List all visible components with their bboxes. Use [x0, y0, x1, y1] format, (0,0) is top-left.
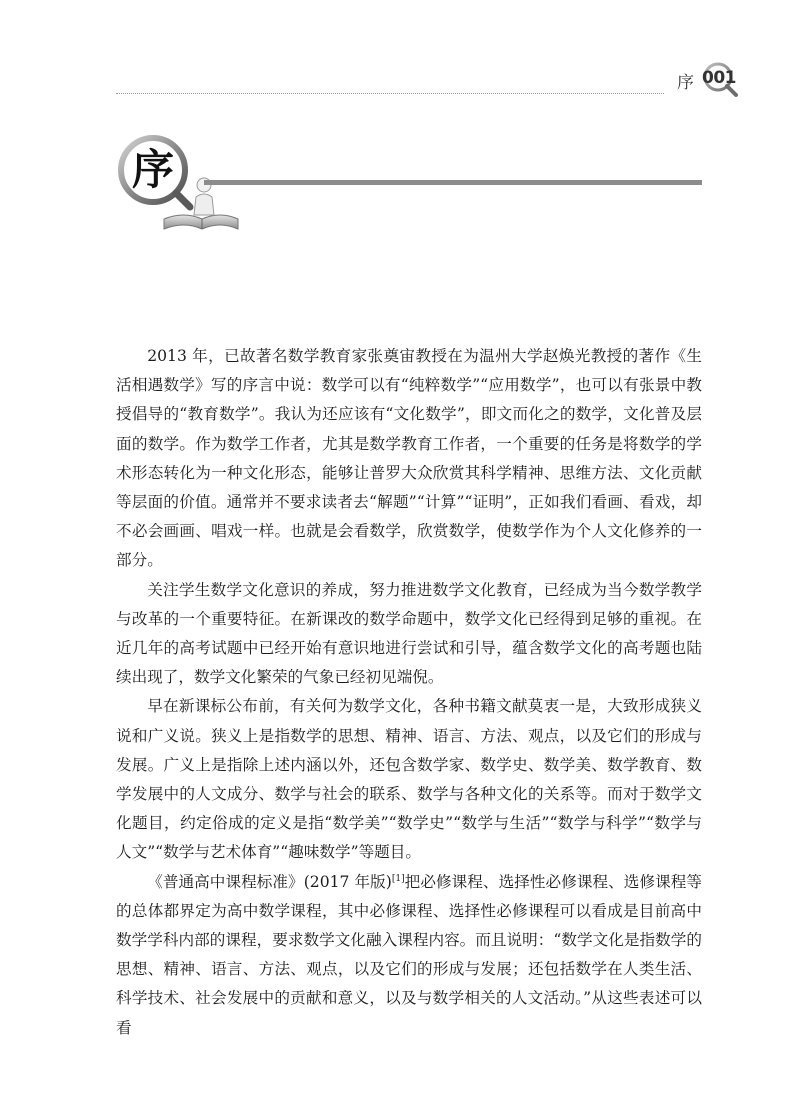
chapter-heading [112, 135, 702, 235]
header-dotted-rule [116, 93, 664, 94]
running-header [116, 62, 742, 98]
paragraph-text: 《普通高中课程标准》(2017 年版) [147, 872, 392, 891]
chapter-title: 序 [131, 145, 174, 194]
paragraph-text: 把必修课程、选择性必修课程、选修课程等的总体都界定为高中数学课程，其中必修课程、选择性必修课程可以看成是目前高中数学学科内部的课程，要求数学文化融入课程内容。而且说明：“数学文化是指数学的思想、精神、语言、方法、观点，以及它们的形成与发展；还包括数学在人类生活、科学技术、社会发展中的贡献和意义，以及与数学相关的人文活动。”从这些表述可以看 [116, 872, 702, 1037]
reference-mark: [1] [391, 873, 405, 884]
paragraph: 早在新课标公布前，有关何为数学文化，各种书籍文献莫衷一是，大致形成狭义说和广义说。狭义上是指数学的思想、精神、语言、方法、观点，以及它们的形成与发展。广义上是指除上述内涵以外，还包含数学家、数学史、数学美、数学教育、数学发展中的人文成分、数学与社会的联系、数学与各种文化的关系等。而对于数学文化题目，约定俗成的定义是指“数学美”“数学史”“数学与生活”“数学与科学”“数学与人文”“数学与艺术体育”“趣味数学”等题目。 [116, 697, 702, 862]
paragraph [116, 868, 702, 1043]
body-text [116, 342, 702, 1043]
running-title: 序 [677, 73, 694, 93]
paragraph: 2013 年，已故著名数学教育家张奠宙教授在为温州大学赵焕光教授的著作《生活相遇数学》写的序言中说：数学可以有“纯粹数学”“应用数学”，也可以有张景中教授倡导的“教育数学”。我认为还应该有“文化数学”，即文而化之的数学，文化普及层面的数学。作为数学工作者，尤其是数学教育工作者，一个重要的任务是将数学的学术形态转化为一种文化形态，能够让普罗大众欣赏其科学精神、思维方法、文化贡献等层面的价值。通常并不要求读者去“解题”“计算”“证明”，正如我们看画、看戏，却不必会画画、唱戏一样。也就是会看数学，欣赏数学，使数学作为个人文化修养的一部分。 [116, 347, 702, 570]
paragraph: 关注学生数学文化意识的养成，努力推进数学文化教育，已经成为当今数学教学与改革的一个重要特征。在新课改的数学命题中，数学文化已经得到足够的重视。在近几年的高考试题中已经开始有意识地进行尝试和引导，蕴含数学文化的高考题也陆续出现了，数学文化繁荣的气象已经初见端倪。 [116, 580, 702, 687]
page-number: 001 [702, 68, 736, 88]
chapter-rule [204, 180, 702, 185]
